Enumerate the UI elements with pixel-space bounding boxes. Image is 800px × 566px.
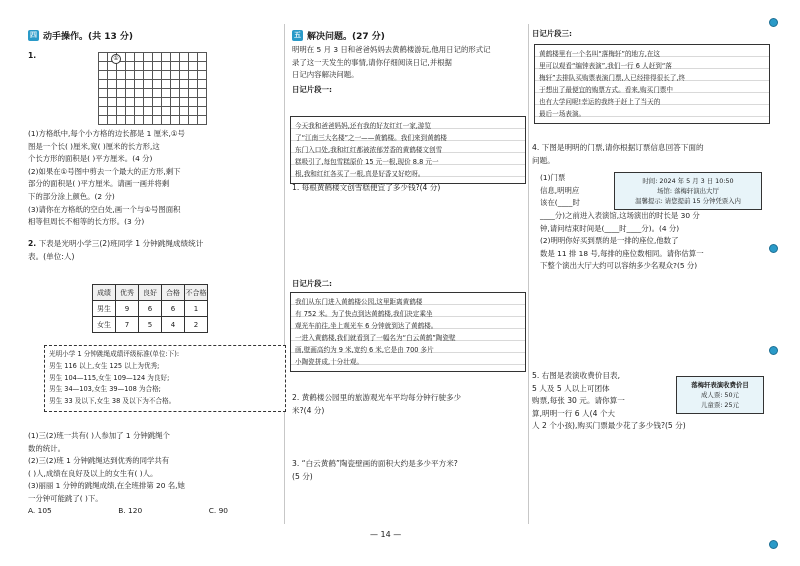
price-list-box xyxy=(676,376,764,414)
q1-line: (2)如果在①号图中剪去一个最大的正方形,剩下 xyxy=(28,166,181,176)
q5-2-line: 2. 黄鹤楼公园里的旅游观光车平均每分钟行驶多少 xyxy=(292,393,462,402)
q5-4-sub-line: (2)明明你好买到票的是一排的座位,他数了 xyxy=(540,236,679,246)
q5-5-line: 购票,每张 30 元。请你算一 xyxy=(532,396,625,406)
q5-4-intro-line: 问题。 xyxy=(532,155,555,165)
table-cell: 2 xyxy=(185,317,208,333)
question-5-2 xyxy=(292,392,524,417)
ticket-line: 时间: 2024 年 5 月 3 日 10:50 xyxy=(642,177,734,185)
diary-line: 有 752 米。为了快点到达黄鹤楼,我们决定乘坐 xyxy=(295,310,433,318)
diary-line: 一进入黄鹤楼,我们就看到了一幅名为“白云黄鹤”陶瓷壁 xyxy=(295,334,456,342)
q5-4-sub-line: 数是 11 排 18 号,每排的座位数相同。请你估算一 xyxy=(540,248,704,258)
diary-2-label: 日记片段二: xyxy=(292,279,332,288)
q5-5-line: 5. 右图是表演收费价目表, xyxy=(532,371,621,380)
diary-line: 梅轩”去排队买购票表演门票,人已经排得很长了,终 xyxy=(539,74,686,82)
standard-line: 男生 34—103,女生 39—108 为合格; xyxy=(49,385,161,394)
q2-sub-line: 数的统计。 xyxy=(28,443,65,453)
jump-rope-score-table xyxy=(92,284,208,333)
table-cell: 男生 xyxy=(93,301,116,317)
diary-fragment-1 xyxy=(290,116,526,184)
standard-line: 男生 116 以上,女生 125 以上为优秀; xyxy=(49,361,160,370)
question-2-intro xyxy=(28,238,280,263)
shape-1-marker: ① xyxy=(111,54,121,64)
table-cell: 1 xyxy=(185,301,208,317)
section-4-title: 动手操作。(共 13 分) xyxy=(43,31,134,42)
diary-line: 于想出了最便宜的购票方式。看来,购买门票中 xyxy=(539,86,673,94)
q1-line: 部分的面积是( )平方厘米。请画一画并将剩 xyxy=(28,179,170,189)
diary-fragment-3 xyxy=(534,44,770,124)
table-cell: 7 xyxy=(116,317,139,333)
diary-line: 里可以观看“编钟表演”,我们一行 6 人赶到“落 xyxy=(539,62,672,70)
q1-line: 下的部分涂上颜色。(2 分) xyxy=(28,191,115,201)
diary-line: 最后一场表演。 xyxy=(539,110,586,118)
q5-5-line: 人 2 个小孩),购买门票最少花了多少钱?(5 分) xyxy=(532,421,686,431)
table-row xyxy=(93,301,208,317)
q5-4-intro-line: 4. 下图是明明的门票,请你根据订票信息回答下面的 xyxy=(532,143,704,152)
option-a[interactable]: A. 105 xyxy=(28,505,52,515)
standard-line: 男生 33 及以下,女生 38 及以下为不合格。 xyxy=(49,397,176,406)
diary-line: 根,我和红红各买了一根,真是好香又好吃呀。 xyxy=(295,170,425,178)
question-1-text xyxy=(28,128,280,229)
ticket-line: 场馆: 落梅轩演出大厅 xyxy=(657,187,719,195)
q5-4-sub-line: (1)门票 xyxy=(540,173,566,182)
question-5-4-subq xyxy=(540,210,772,273)
q5-4-sub-line: 钟,请问结束时间是(____时____分)。(4 分) xyxy=(540,223,680,233)
q5-4-sub-line: 下整个演出大厅大约可以容纳多少名观众?(5 分) xyxy=(540,261,698,271)
diary-line: 黄鹤楼里有一个名叫“落梅轩”的地方,在这 xyxy=(539,50,661,58)
diary-line: 东门入口处,我和红红都被浓郁芳香的黄鹤楼文创雪 xyxy=(295,146,443,154)
question-5-3 xyxy=(292,458,524,483)
q5-3-line: 3. “白云黄鹤”陶瓷壁画的面积大约是多少平方米? xyxy=(292,459,458,468)
standard-line: 光明小学 1 分钟跳绳成绩评级标准(单位:下): xyxy=(49,350,180,358)
grading-standard-box xyxy=(44,345,286,412)
q2-sub-line: (3)丽丽 1 分钟的跳绳成绩,在全班排第 20 名,她 xyxy=(28,481,185,491)
table-cell: 6 xyxy=(162,301,185,317)
column-divider-left xyxy=(284,24,285,524)
diary-line: 也有大学问呢!幸运的我终于赶上了当天的 xyxy=(539,98,661,106)
table-header-cell: 合格 xyxy=(162,285,185,301)
table-header-cell: 成绩 xyxy=(93,285,116,301)
q5-5-line: 5 人及 5 人以上可团体 xyxy=(532,383,610,393)
price-line: 落梅轩表演收费价目 xyxy=(691,381,749,389)
q1-line: 个长方形的面积是( )平方厘米。(4 分) xyxy=(28,154,153,164)
section-4-heading xyxy=(28,28,280,42)
column-divider-right xyxy=(528,24,529,524)
table-cell: 4 xyxy=(162,317,185,333)
diary-line: 糕吸引了,每包雪糕原价 15 元一根,现价 8.8 元一 xyxy=(295,158,439,166)
q2-sub-line: ( )人,成绩在良好及以上的女生有( )人。 xyxy=(28,468,158,478)
intro-line: 日记内容解决问题。 xyxy=(292,70,359,80)
q1-line: (3)请你在方格纸的空白处,画一个与①号图面积 xyxy=(28,204,181,214)
q1-line: 图是一个长( )厘米,宽( )厘米的长方形,这 xyxy=(28,141,160,151)
question-5-1: 1. 每根黄鹤楼文创雪糕便宜了多少钱?(4 分) xyxy=(292,183,441,192)
q5-2-line: 米?(4 分) xyxy=(292,405,325,415)
page-number: — 14 — xyxy=(370,530,402,539)
q1-line: 相等但周长不相等的长方形。(3 分) xyxy=(28,217,145,227)
q2-sub-line: (1)三(2)班一共有( )人参加了 1 分钟跳绳个 xyxy=(28,431,170,440)
diary-line: 我们从东门进入黄鹤楼公园,这里距离黄鹤楼 xyxy=(295,298,423,306)
q2-sub-line: (2)三(2)班 1 分钟跳绳达到优秀的同学共有 xyxy=(28,456,170,466)
table-cell: 5 xyxy=(139,317,162,333)
diary-fragment-2 xyxy=(290,292,526,372)
diary-line: 小陶瓷拼成,十分壮观。 xyxy=(295,358,364,366)
table-header-cell: 良好 xyxy=(139,285,162,301)
square-grid-paper xyxy=(98,52,207,125)
section-marker-icon: 四 xyxy=(30,31,37,39)
table-cell: 6 xyxy=(139,301,162,317)
binding-hole-icon xyxy=(769,18,778,27)
standard-line: 男生 104—115,女生 109—124 为良好; xyxy=(49,373,170,382)
price-line: 成人票: 50元 xyxy=(701,391,739,399)
section-5-heading xyxy=(292,28,524,42)
question-1-number: 1. xyxy=(28,51,37,60)
diary-line: 了“江南三大名楼”之一——黄鹤楼。我们来到黄鹤楼 xyxy=(295,134,447,142)
binding-hole-icon xyxy=(769,346,778,355)
option-b[interactable]: B. 120 xyxy=(118,505,143,515)
q2-intro-line xyxy=(28,238,280,251)
diary-3-label: 日记片段三: xyxy=(532,29,572,38)
diary-line: 画,壁画高约为 9 米,宽约 6 米,它是由 700 多片 xyxy=(295,346,434,354)
option-c[interactable]: C. 90 xyxy=(208,505,228,515)
diary-line: 观光车前往,坐上观光车 6 分钟就到达了黄鹤楼。 xyxy=(295,322,438,330)
section-marker-icon: 五 xyxy=(294,31,301,39)
table-header-cell: 优秀 xyxy=(116,285,139,301)
q1-line: (1)方格纸中,每个小方格的边长都是 1 厘米,①号 xyxy=(28,129,185,138)
ticket-info-box xyxy=(614,172,762,210)
q5-4-sub-line: 信息,明明应 xyxy=(540,185,580,195)
question-5-4-subq-left xyxy=(540,172,612,210)
q2-intro-text: 下表是光明小学三(2)班同学 1 分钟跳绳成绩统计 xyxy=(38,239,204,248)
question-5-4 xyxy=(532,142,772,167)
price-line: 儿童票: 25元 xyxy=(701,401,739,409)
intro-line: 明明在 5 月 3 日和爸爸妈妈去黄鹤楼游玩,他用日记的形式记 xyxy=(292,45,491,54)
q2-sub-line: 一分钟可能跳了( )下。 xyxy=(28,493,103,503)
diary-line: 今天我和爸爸妈妈,还有我的好友红红一家,游览 xyxy=(295,122,432,130)
question-2-subquestions xyxy=(28,430,280,515)
section-5-title: 解决问题。(27 分) xyxy=(307,31,385,42)
q5-3-line: (5 分) xyxy=(292,471,313,481)
q2-options xyxy=(28,506,228,515)
ticket-line: 温馨提示: 请您提前 15 分钟凭票入内 xyxy=(635,197,741,205)
table-row xyxy=(93,317,208,333)
table-header-row xyxy=(93,285,208,301)
question-2-number: 2. xyxy=(28,239,37,248)
q5-4-sub-line: 该在(____时 xyxy=(540,198,580,208)
section-5-intro xyxy=(292,44,524,82)
intro-line: 录了这一天发生的事情,请你仔细阅读日记,并根据 xyxy=(292,57,452,67)
q5-5-line: 算,明明一行 6 人(4 个大 xyxy=(532,408,616,418)
binding-hole-icon xyxy=(769,540,778,549)
table-cell: 女生 xyxy=(93,317,116,333)
q2-intro-line: 表。(单位:人) xyxy=(28,251,75,261)
table-header-cell: 不合格 xyxy=(185,285,208,301)
diary-1-label: 日记片段一: xyxy=(292,84,332,94)
table-cell: 9 xyxy=(116,301,139,317)
q5-4-sub-line: ____分)之前进入表演馆,这场演出的时长是 30 分 xyxy=(540,211,700,220)
